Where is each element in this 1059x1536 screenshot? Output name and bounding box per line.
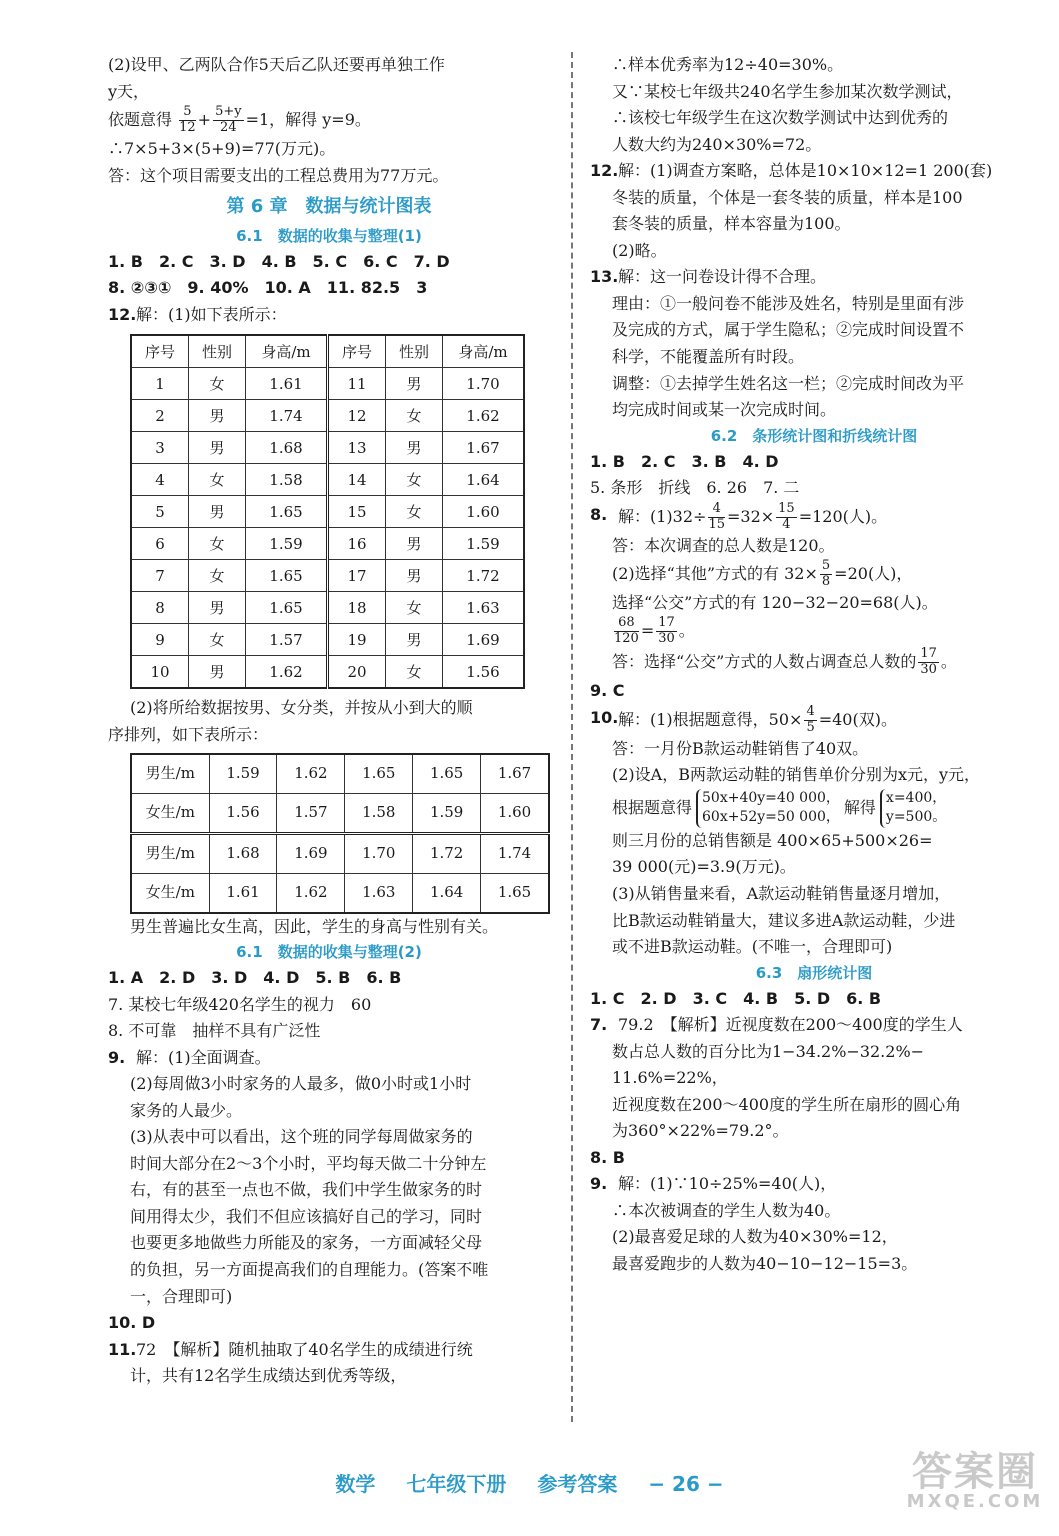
text-line: 39 000(元)=3.9(万元)。: [612, 857, 796, 877]
answer-line: 1. C 2. D 3. C 4. B 5. D 6. B: [590, 988, 882, 1008]
table-row: 6 女 1.59 16 男 1.59: [131, 528, 524, 560]
table-row: 7 女 1.65 17 男 1.72: [131, 560, 524, 592]
text-line: 右，有的甚至一点也不做，我们中学生做家务的时: [130, 1180, 483, 1200]
question-12: 12. 解：(1)调查方案略，总体是10×10×12=1 200(套): [590, 161, 993, 181]
text-line: 答：这个项目需要支出的工程总费用为77万元。: [108, 165, 449, 185]
text-line: 一，合理即可): [130, 1286, 233, 1306]
watermark-text: 答案圈: [912, 1449, 1038, 1495]
text-line: (2)将所给数据按男、女分类，并按从小到大的顺: [130, 698, 473, 718]
table-row: 女生/m 1.56 1.57 1.58 1.59 1.60: [131, 793, 549, 833]
text-line: ∴7×5+3×(5+9)=77(万元)。: [108, 138, 336, 158]
text-line: 或不进B款运动鞋。(不唯一，合理即可): [612, 937, 893, 957]
text-line: 11.6%=22%，: [612, 1068, 728, 1088]
fraction: $\frac{17}{30}$: [920, 646, 937, 678]
text-line: 理由：①一般问卷不能涉及姓名，特别是里面有涉: [612, 293, 965, 313]
fraction: $\frac{68}{120}$: [614, 615, 639, 647]
section-title: 6.1 数据的收集与整理(2): [236, 943, 422, 962]
text-line: ∴样本优秀率为12÷40=30%。: [612, 55, 844, 74]
answer-line: 1. B 2. C 3. D 4. B 5. C 6. C 7. D: [108, 251, 450, 271]
page-footer: [0, 1468, 1059, 1497]
answer-line: 8. B: [590, 1147, 625, 1167]
text-line: 数占总人数的百分比为1−34.2%−32.2%−: [612, 1041, 925, 1061]
equation-line: (2)选择“其他”方式的有 32× $\frac{5}{8}$ =20(人)，: [612, 558, 913, 589]
equation-line: $\frac{68}{120}$ = $\frac{17}{30}$ 。: [614, 615, 695, 647]
text-line: (2)每周做3小时家务的人最多，做0小时或1小时: [130, 1074, 472, 1094]
answer-line: 9. C: [590, 681, 625, 701]
text-line: 则三月份的总销售额是 400×65+500×26=: [612, 830, 933, 850]
text-line: (2)设A，B两款运动鞋的销售单价分别为x元，y元，: [612, 765, 981, 785]
answer-line: 1. A 2. D 3. D 4. D 5. B 6. B: [108, 968, 402, 987]
text-line: 序排列，如下表所示：: [108, 725, 269, 745]
text-line: 科学，不能覆盖所有时段。: [612, 347, 805, 367]
table-row: 男生/m 1.59 1.62 1.65 1.65 1.67: [131, 754, 549, 794]
question-8: 8. 解：(1)32÷ $\frac{4}{15}$ =32× $\frac{15}{4}$ =120(人)。: [590, 500, 888, 532]
chapter-title: 第 6 章 数据与统计图表: [226, 196, 432, 218]
footer-subject: 数学: [335, 1472, 376, 1496]
question-12: 12. 解：(1)如下表所示：: [108, 304, 287, 324]
text-line: 调整：①去掉学生姓名这一栏；②完成时间改为平: [612, 373, 965, 393]
table-row: 1 女 1.61 11 男 1.70: [131, 368, 524, 400]
text-line: 人数大约为240×30%=72。: [612, 134, 822, 154]
fraction: $\frac{5}{12}$: [179, 104, 196, 136]
table-row: 10 男 1.62 20 女 1.56: [131, 656, 524, 689]
text-line: (2)设甲、乙两队合作5天后乙队还要再单独工作: [108, 55, 445, 74]
table-row: 2 男 1.74 12 女 1.62: [131, 400, 524, 432]
text-line: 也要更多地做些力所能及的家务，一方面减轻父母: [130, 1233, 483, 1253]
text-line: (2)最喜爱足球的人数为40×30%=12，: [612, 1227, 898, 1247]
table-row: 5 男 1.65 15 女 1.60: [131, 496, 524, 528]
equation-brace: 50x+40y=40 000， 60x+52y=50 000，: [696, 789, 840, 828]
table-row: 9 女 1.57 19 男 1.69: [131, 624, 524, 656]
table-row: 女生/m 1.61 1.62 1.63 1.64 1.65: [131, 873, 549, 913]
table-row: 8 男 1.65 18 女 1.63: [131, 592, 524, 624]
text-line: 时间大部分在2～3个小时，平均每天做二十分钟左: [130, 1153, 487, 1173]
text-line: 又∵某校七年级共240名学生参加某次数学测试，: [612, 81, 963, 101]
right-column: [590, 52, 1038, 1278]
column-divider: [571, 52, 573, 1422]
fraction: $\frac{17}{30}$: [658, 615, 675, 647]
sorted-height-table: [130, 753, 550, 914]
equation-system: 根据题意得 50x+40y=40 000， 60x+52y=50 000， 解得 x=400， y=500。: [590, 789, 1038, 828]
table-header-row: 序号 性别 身高/m 序号 性别 身高/m: [131, 335, 524, 368]
text-line: (2)略。: [612, 240, 667, 260]
table-row: 男生/m 1.68 1.69 1.70 1.72 1.74: [131, 833, 549, 873]
text-line: (3)从销售量来看，A款运动鞋销售量逐月增加，: [612, 884, 951, 904]
text-line: 近视度数在200～400度的学生所在扇形的圆心角: [612, 1094, 962, 1114]
text-line: 冬装的质量，个体是一套冬装的质量，样本是100: [612, 187, 963, 207]
question-11: 11. 72 【解析】随机抽取了40名学生的成绩进行统: [108, 1339, 473, 1359]
text-line: 答：一月份B款运动鞋销售了40双。: [612, 738, 869, 758]
question-7: 7. 79.2 【解析】近视度数在200～400度的学生人: [590, 1015, 963, 1035]
section-title: 6.1 数据的收集与整理(1): [236, 226, 422, 245]
left-column: [108, 52, 550, 1390]
page-number: − 26 −: [648, 1472, 724, 1496]
text-line: 为360°×22%=79.2°。: [612, 1121, 789, 1141]
answer-line: 7. 某校七年级420名学生的视力 60: [108, 994, 372, 1014]
fraction: $\frac{15}{4}$: [778, 500, 795, 532]
table-row: 3 男 1.68 13 男 1.67: [131, 432, 524, 464]
watermark-url: MXQE.COM: [906, 1491, 1044, 1512]
text-line: y天，: [108, 81, 150, 101]
text-line: 计，共有12名学生成绩达到优秀等级，: [130, 1366, 407, 1386]
fraction: $\frac{5+y}{24}$: [215, 104, 242, 136]
text-line: ∴本次被调查的学生人数为40。: [612, 1200, 841, 1220]
fraction: $\frac{4}{5}$: [806, 703, 815, 735]
text-line: 比B款运动鞋销量大，建议多进A款运动鞋，少进: [612, 910, 956, 930]
text-line: ∴该校七年级学生在这次数学测试中达到优秀的: [612, 108, 949, 128]
answer-line: 8. 不可靠 抽样不具有广泛性: [108, 1021, 321, 1041]
answer-line: 8. ②③① 9. 40% 10. A 11. 82.5 3: [108, 278, 428, 298]
text-line: 套冬装的质量，样本容量为100。: [612, 214, 851, 234]
section-title: 6.3 扇形统计图: [755, 963, 873, 982]
answer-line: 10. D: [108, 1313, 156, 1333]
text-line: 选择“公交”方式的有 120−32−20=68(人)。: [612, 592, 938, 612]
text-line: 及完成的方式，属于学生隐私；②完成时间设置不: [612, 320, 965, 340]
text-line: 最喜爱跑步的人数为40−10−12−15=3。: [612, 1254, 918, 1274]
text-line: 均完成时间或某一次完成时间。: [612, 400, 837, 420]
text-line: 答：本次调查的总人数是120。: [612, 535, 835, 555]
fraction: $\frac{4}{15}$: [708, 500, 725, 532]
text-line: 的负担，另一方面提高我们的自理能力。(答案不唯: [130, 1260, 489, 1280]
table-row: 4 女 1.58 14 女 1.64: [131, 464, 524, 496]
answer-line: 5. 条形 折线 6. 26 7. 二: [590, 478, 800, 498]
question-9: 9. 解：(1)∵10÷25%=40(人)，: [590, 1174, 837, 1194]
equation-line: 依题意得 $\frac{5}{12}$ + $\frac{5+y}{24}$ =1，解得 y=9。: [108, 104, 371, 136]
question-10: 10. 解：(1)根据题意得，50× $\frac{4}{5}$ =40(双)。: [590, 703, 897, 735]
fraction: $\frac{5}{8}$: [821, 558, 831, 589]
text-line: 男生普遍比女生高，因此，学生的身高与性别有关。: [130, 916, 499, 936]
footer-grade: 七年级下册: [406, 1472, 507, 1496]
question-9: 9. 解：(1)全面调查。: [108, 1047, 271, 1067]
height-table: [130, 334, 525, 689]
text-line: 家务的人最少。: [130, 1100, 243, 1120]
equation-line: 答：选择“公交”方式的人数占调查总人数的 $\frac{17}{30}$ 。: [612, 646, 957, 678]
footer-label: 参考答案: [537, 1472, 618, 1496]
solution-brace: x=400， y=500。: [880, 789, 946, 828]
question-13: 13. 解：这一问卷设计得不合理。: [590, 267, 827, 287]
text-line: (3)从表中可以看出，这个班的同学每周做家务的: [130, 1127, 473, 1147]
watermark-logo: [905, 1440, 1045, 1512]
answer-line: 1. B 2. C 3. B 4. D: [590, 451, 779, 471]
text-line: 间用得太少，我们不但应该搞好自己的学习，同时: [130, 1206, 483, 1226]
section-title: 6.2 条形统计图和折线统计图: [710, 426, 918, 445]
